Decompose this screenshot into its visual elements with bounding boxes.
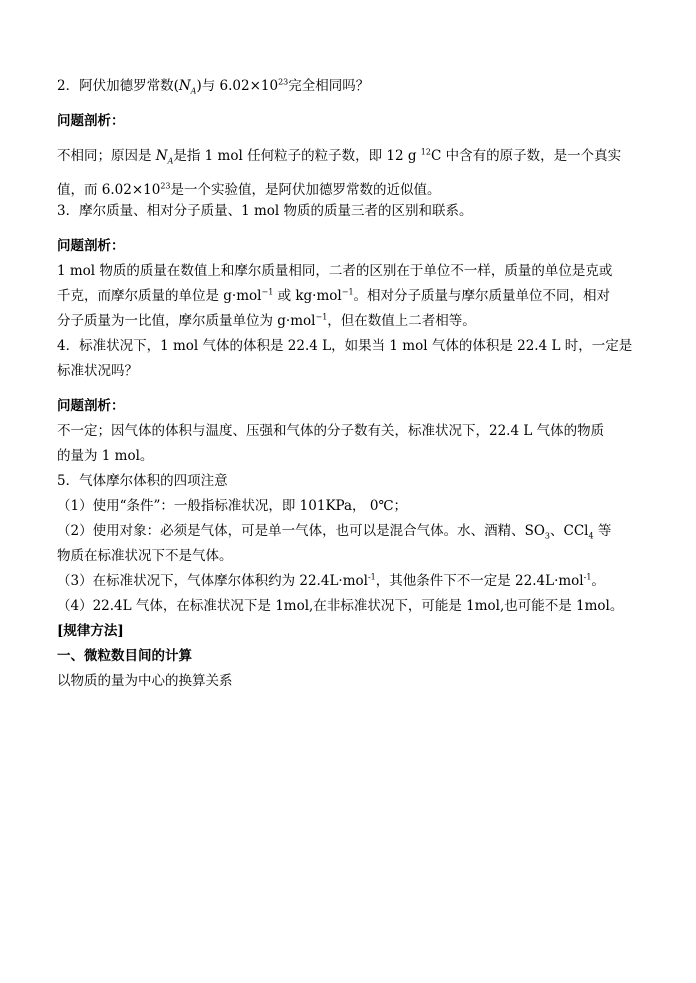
q3-question: 3．摩尔质量、相对分子质量、1 mol 物质的质量三者的区别和联系。: [57, 203, 473, 219]
q4-analysis-heading: 问题剖析：: [57, 398, 125, 414]
q5-point-3-text-1: （3）在标准状况下，气体摩尔体积约为 22.4L·mol: [57, 573, 368, 589]
q2-question-text-1: 2．阿伏加德罗常数(: [57, 78, 179, 94]
q2-question-text-2: )与 6.02×10: [196, 78, 279, 94]
q3-answer-line-1: 1 mol 物质的质量在数值上和摩尔质量相同，二者的区别在于单位不一样，质量的单位是克或: [57, 263, 613, 279]
q3-answer-text-4: 分子质量为一比值，摩尔质量单位为 g·mol: [57, 313, 316, 329]
exponent: 23: [160, 181, 171, 191]
q3-answer-text-5: ，但在数值上二者相等。: [327, 313, 476, 329]
q5-point-2-text-2: 、CCl: [550, 523, 589, 539]
q5-point-2-text-1: （2）使用对象：必须是气体，可是单一气体，也可以是混合气体。水、酒精、SO: [57, 523, 545, 539]
q4-answer-line-2: 的量为 1 mol。: [57, 448, 154, 464]
q5-point-1: （1）使用“条件”：一般指标准状况，即 101KPa， 0℃；: [57, 498, 408, 514]
q4-question-line-1: 4．标准状况下，1 mol 气体的体积是 22.4 L，如果当 1 mol 气体的体积是 22.4 L 时，一定是: [57, 338, 633, 354]
q5-point-3-text-2: ，其他条件下不一定是 22.4L·mol: [375, 573, 584, 589]
q5-point-3: [57, 571, 637, 592]
document-content: [57, 76, 637, 692]
avogadro-subscript: A: [190, 86, 197, 96]
isotope-superscript: 12: [420, 147, 431, 157]
exponent: −1: [341, 287, 354, 297]
q3-answer-line-3: [57, 311, 637, 332]
q2-question: [57, 76, 637, 97]
section-subtitle: 以物质的量为中心的换算关系: [57, 673, 233, 689]
q5-point-4: （4）22.4L 气体，在标准状况下是 1mol,在非标准状况下，可能是 1mol,也可能不是 1mol。: [57, 598, 624, 614]
q2-answer-text-2: 是指 1 mol 任何粒子的粒子数，即 12 g: [173, 148, 421, 164]
section-heading: 一、微粒数目间的计算: [57, 648, 192, 664]
avogadro-subscript: A: [167, 156, 174, 166]
q2-question-text-3: 完全相同吗？: [288, 78, 370, 94]
q5-point-3-text-3: 。: [591, 573, 605, 589]
exponent: −1: [261, 287, 274, 297]
exponent: -1: [367, 572, 376, 582]
q3-answer-text-1: 千克，而摩尔质量的单位是 g·mol: [57, 288, 262, 304]
q3-answer-line-2: [57, 286, 637, 307]
q4-question-line-2: 标准状况吗？: [57, 363, 138, 379]
exponent: −1: [315, 312, 328, 322]
q2-answer-line-2: [57, 180, 637, 201]
avogadro-symbol: N: [155, 148, 168, 164]
q3-analysis-heading: 问题剖析：: [57, 238, 125, 254]
q2-answer-line-1: [57, 146, 637, 167]
q2-answer-text-1: 不相同；原因是: [57, 148, 156, 164]
q2-answer-text-4: 值，而 6.02×10: [57, 182, 161, 198]
q5-point-2-line-1: [57, 521, 637, 542]
q3-answer-text-3: 。相对分子质量与摩尔质量单位不同，相对: [353, 288, 611, 304]
subscript: 3: [544, 531, 550, 541]
q2-answer-text-3: C 中含有的原子数，是一个真实: [430, 148, 622, 164]
q2-answer-text-5: 是一个实验值，是阿伏加德罗常数的近似值。: [170, 182, 441, 198]
q5-point-2-line-2: 物质在标准状况下不是气体。: [57, 548, 233, 564]
subscript: 4: [588, 531, 594, 541]
q2-analysis-heading: 问题剖析：: [57, 113, 125, 129]
q3-answer-text-2: 或 kg·mol: [273, 288, 342, 304]
q5-title: 5．气体摩尔体积的四项注意: [57, 473, 228, 489]
exponent: 23: [278, 77, 289, 87]
exponent: -1: [583, 572, 592, 582]
q5-point-2-text-3: 等: [593, 523, 612, 539]
method-heading: [规律方法]: [57, 623, 124, 639]
q4-answer-line-1: 不一定；因气体的体积与温度、压强和气体的分子数有关，标准状况下，22.4 L 气体的物质: [57, 423, 605, 439]
avogadro-symbol: N: [178, 78, 191, 94]
